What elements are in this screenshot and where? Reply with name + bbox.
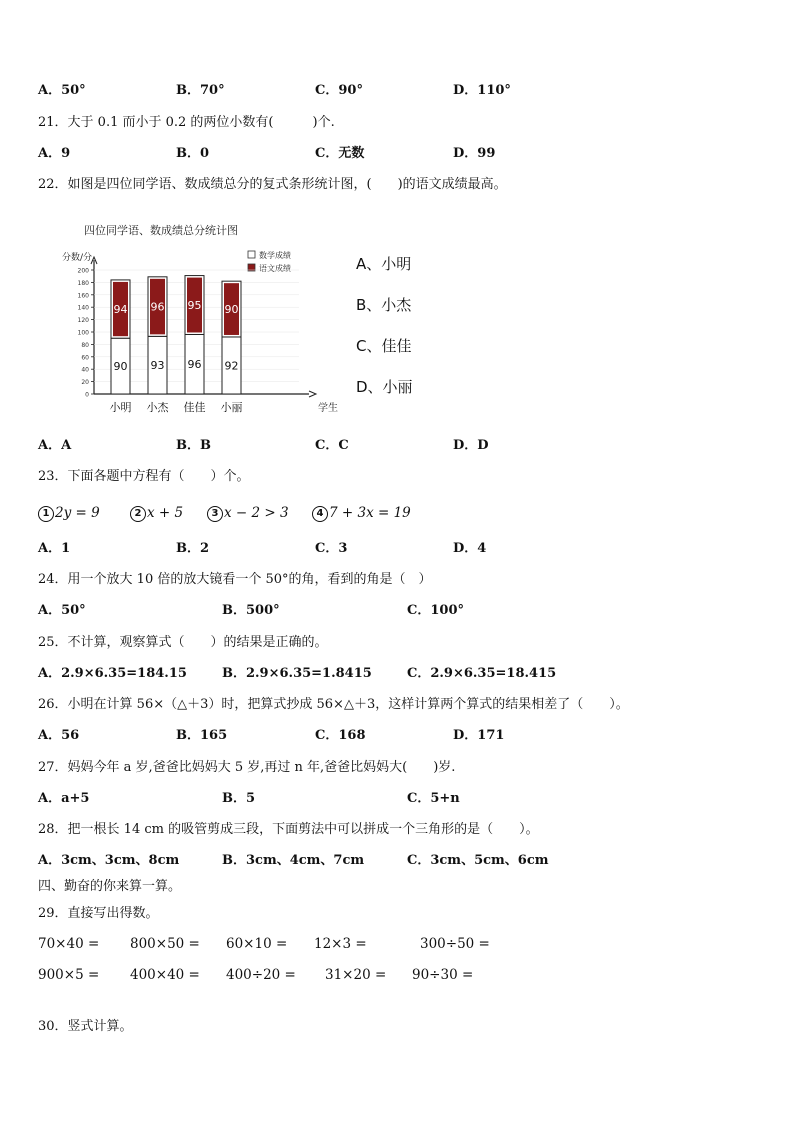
q26-stem: 26．小明在计算 56×（△＋3）时，把算式抄成 56×△＋3，这样计算两个算式的结果相差了（ ）。 — [38, 697, 629, 712]
q22-option-d: D．D — [453, 438, 489, 453]
y-tick-label: 120 — [77, 317, 89, 325]
q29-calc: 300÷50 = — [420, 936, 490, 952]
q22-side-option-d: D、小丽 — [356, 378, 413, 396]
q24-option-c: C．100° — [407, 603, 464, 618]
y-tick-label: 60 — [81, 354, 89, 362]
x-axis-label: 学生 — [318, 403, 338, 414]
q24-option-a: A．50° — [38, 603, 86, 618]
circled-number: 3 — [207, 506, 223, 522]
x-tick-label: 小明 — [109, 401, 132, 414]
q20-option-c: C．90° — [315, 83, 363, 98]
q28-stem: 28．把一根长 14 cm 的吸管剪成三段，下面剪法中可以拼成一个三角形的是（ ）。 — [38, 822, 539, 837]
q20-option-d: D．110° — [453, 83, 511, 98]
q21-option-c: C．无数 — [315, 146, 365, 161]
q22-side-option-a: A、小明 — [356, 255, 412, 273]
legend-swatch-math — [248, 251, 255, 258]
y-tick-label: 160 — [77, 292, 89, 300]
q27-option-a: A．a+5 — [38, 791, 90, 806]
x-tick-label: 小杰 — [146, 401, 169, 414]
q21-stem: 21．大于 0.1 而小于 0.2 的两位小数有( )个. — [38, 115, 335, 130]
q25-option-b: B．2.9×6.35=1.8415 — [222, 666, 372, 681]
q29-calc: 800×50 = — [130, 936, 200, 952]
q29-calc: 90÷30 = — [412, 967, 474, 983]
q28-option-c: C．3cm、5cm、6cm — [407, 853, 549, 868]
q23-expr-1: 2y = 9 — [55, 505, 100, 521]
circled-number: 1 — [38, 506, 54, 522]
q24-option-b: B．500° — [222, 603, 280, 618]
q28-option-b: B．3cm、4cm、7cm — [222, 853, 365, 868]
q27-option-b: B．5 — [222, 791, 256, 806]
q25-option-a: A．2.9×6.35=184.15 — [38, 666, 187, 681]
q23-item-2 — [130, 504, 183, 522]
y-axis-label: 分数/分 — [62, 253, 93, 263]
q26-option-b: B．165 — [176, 728, 228, 743]
q23-option-c: C．3 — [315, 541, 348, 556]
y-tick-label: 40 — [81, 366, 89, 374]
q29-calc: 31×20 = — [325, 967, 387, 983]
q24-stem: 24．用一个放大 10 倍的放大镜看一个 50°的角，看到的角是（ ） — [38, 572, 432, 587]
q23-stem: 23．下面各题中方程有（ ）个。 — [38, 469, 250, 484]
data-label-chinese: 94 — [113, 303, 128, 317]
q29-calc: 60×10 = — [226, 936, 288, 952]
x-axis-arrow — [309, 391, 316, 397]
q29-stem: 29．直接写出得数。 — [38, 906, 159, 921]
data-label-math: 93 — [150, 359, 165, 373]
q23-item-4 — [312, 504, 411, 522]
data-label-math: 96 — [187, 358, 202, 372]
q25-stem: 25．不计算，观察算式（ ）的结果是正确的。 — [38, 635, 328, 650]
q23-item-1 — [38, 504, 100, 522]
q21-option-d: D．99 — [453, 146, 496, 161]
section-4-heading: 四、勤奋的你来算一算。 — [38, 879, 182, 894]
q27-option-c: C．5+n — [407, 791, 460, 806]
y-tick-label: 0 — [85, 391, 89, 399]
q23-option-b: B．2 — [176, 541, 210, 556]
q30-stem: 30．竖式计算。 — [38, 1019, 133, 1034]
q29-calc: 900×5 = — [38, 967, 100, 983]
q26-option-c: C．168 — [315, 728, 366, 743]
q23-expr-4: 7 + 3x = 19 — [329, 505, 411, 521]
q25-option-c: C．2.9×6.35=18.415 — [407, 666, 557, 681]
q22-option-c: C．C — [315, 438, 349, 453]
q29-calc: 70×40 = — [38, 936, 100, 952]
q23-option-a: A．1 — [38, 541, 71, 556]
q23-option-d: D．4 — [453, 541, 487, 556]
circled-number: 2 — [130, 506, 146, 522]
data-label-chinese: 95 — [187, 299, 202, 313]
q28-option-a: A．3cm、3cm、8cm — [38, 853, 180, 868]
chart-title: 四位同学语、数成绩总分统计图 — [84, 224, 238, 237]
circled-number: 4 — [312, 506, 328, 522]
q20-option-a: A．50° — [38, 83, 86, 98]
y-tick-label: 100 — [77, 329, 89, 337]
x-tick-label: 佳佳 — [183, 401, 206, 414]
data-label-chinese: 96 — [150, 300, 165, 314]
q23-expr-2: x + 5 — [147, 505, 184, 521]
data-label-chinese: 90 — [224, 303, 239, 317]
chart-legend — [248, 250, 291, 273]
q22-option-b: B．B — [176, 438, 211, 453]
q22-side-option-c: C、佳佳 — [356, 337, 412, 355]
data-label-math: 90 — [113, 360, 128, 374]
x-tick-label: 小丽 — [220, 401, 243, 414]
legend-label-math: 数学成绩 — [259, 251, 291, 260]
legend-label-chinese: 语文成绩 — [259, 264, 291, 273]
q22-side-option-b: B、小杰 — [356, 296, 412, 314]
q21-option-b: B．0 — [176, 146, 210, 161]
q29-calc: 400×40 = — [130, 967, 200, 983]
q22-option-a: A．A — [38, 438, 72, 453]
q23-expr-3: x − 2 > 3 — [224, 505, 289, 521]
data-label-math: 92 — [224, 359, 239, 373]
y-tick-label: 180 — [77, 279, 89, 287]
y-tick-label: 20 — [81, 379, 89, 387]
q27-stem: 27．妈妈今年 a 岁,爸爸比妈妈大 5 岁,再过 n 年,爸爸比妈妈大( )岁. — [38, 760, 456, 775]
q26-option-a: A．56 — [38, 728, 80, 743]
q23-item-3 — [207, 504, 289, 522]
q21-option-a: A．9 — [38, 146, 71, 161]
q29-calc: 400÷20 = — [226, 967, 296, 983]
q22-stem: 22．如图是四位同学语、数成绩总分的复式条形统计图，( )的语文成绩最高。 — [38, 177, 507, 192]
q29-calc: 12×3 = — [314, 936, 367, 952]
score-bar-chart — [62, 218, 352, 423]
y-tick-label: 200 — [77, 267, 89, 275]
y-tick-label: 140 — [77, 304, 89, 312]
y-tick-label: 80 — [81, 341, 89, 349]
q26-option-d: D．171 — [453, 728, 505, 743]
q20-option-b: B．70° — [176, 83, 225, 98]
